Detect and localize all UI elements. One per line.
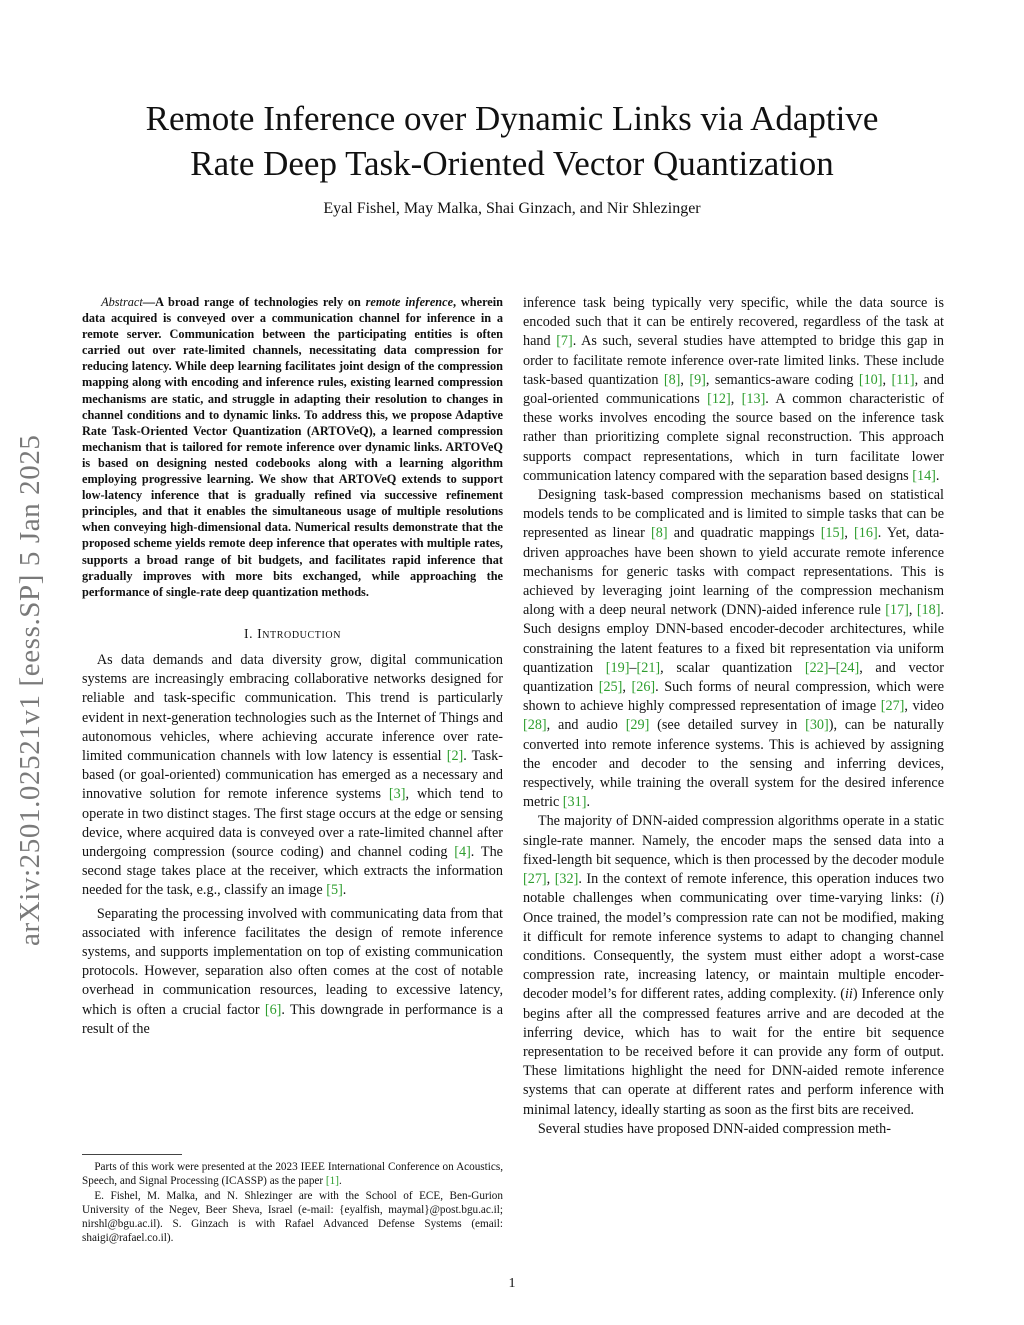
citation-link[interactable]: [6]: [264, 1001, 282, 1018]
citation-link[interactable]: [31]: [562, 794, 587, 811]
citation-link[interactable]: [8]: [651, 525, 668, 542]
citation-link[interactable]: [10]: [858, 371, 883, 388]
citation-link[interactable]: [19]: [605, 659, 630, 676]
citation-link[interactable]: [8]: [663, 371, 681, 388]
citation-link[interactable]: [29]: [625, 717, 650, 734]
body-paragraph: Several studies have proposed DNN-aided compression meth-: [537, 1120, 891, 1137]
footnote-paragraph: Parts of this work were presented at the 2023 IEEE International Conference on Acoustics, Speech, and Signal Processing (ICASSP) as the paper [1].: [82, 1161, 503, 1188]
abstract-emphasis: remote inference: [365, 295, 454, 309]
footnote-affiliations: E. Fishel, M. Malka, and N. Shlezinger are with the School of ECE, Ben-Gurion University of the Negev, Beer Sheva, Israel (e-mail: {eyalfish, maymal}@post.bgu.ac.il; nirshl@bgu.ac.il). S. Ginzach is with Rafael Advanced Defense Systems (email: shaigi@rafael.co.il).: [82, 1189, 503, 1245]
section-heading-introduction: I. Introduction: [243, 625, 342, 641]
abstract: Abstract—A broad range of technologies rely on remote inference, wherein data acquired is conveyed over a communication channel for inference in a remote server. Communication between the participating entities is often carried out over rate-limited channels, necessitating data compression for reducing latency. While deep learning facilitates joint design of the compression mapping along with encoding and inference rules, existing learned compression mechanisms are static, and struggle in adapting their resolution to changes in channel conditions and to dynamic links. To address this, we propose Adaptive Rate Task-Oriented Vector Quantization (ARTOVeQ), a learned compression mechanism that is tailored for remote inference over dynamic links. ARTOVeQ is based on designing nested codebooks along with a learning algorithm employing progressive learning. We show that ARTOVeQ extends to support low-latency inference that is gradually refined via successive refinement principles, and that it enables the simultaneous usage of multiple resolutions when conveying high-dimensional data. Numerical results demonstrate that the proposed scheme yields remote deep inference that operates with multiple rates, supports a broad range of bit budgets, and facilitates rapid inference that gradually improves with more bits exchanged, while approaching the performance of single-rate deep quantization methods.: [82, 295, 504, 599]
citation-link[interactable]: [16]: [854, 525, 878, 542]
citation-link[interactable]: [30]: [805, 717, 829, 734]
title-line-2: Rate Deep Task-Oriented Vector Quantization: [190, 144, 834, 183]
footnote: [82, 1160, 503, 1246]
body-paragraph: The majority of DNN-aided compression algorithms operate in a static single-rate manner. Namely, the encoder maps the sensed data into a fixed-length bit sequence, which is then processed by the decoder module [27], [32]. In the context of remote inference, this operation induces two notable challenges when communicating over time-varying links: (i) Once trained, the model’s compression rate can not be modified, making it difficult for remote inference systems to adapt to changing channel conditions. Consequently, the system must either adopt a worst-case compression rate, increasing latency, or maintain multiple encoder-decoder model’s for different rates, adding complexity. (ii) Inference only begins after all the compressed features arrive and are decoded at the inferring device, which has to wait for the entire bit sequence representation to be received before it can provide any form of output. These limitations highlight the need for DNN-aided remote inference systems that can operate at different rates and perform inference with minimal latency, ideally starting as soon as the first bits are received.: [523, 813, 944, 1118]
citation-link[interactable]: [32]: [554, 871, 579, 888]
citation-link[interactable]: [4]: [454, 844, 471, 861]
citation-link[interactable]: [2]: [446, 748, 464, 764]
citation-link[interactable]: [22]: [804, 659, 829, 676]
citation-link[interactable]: [17]: [885, 602, 909, 619]
author-list: Eyal Fishel, May Malka, Shai Ginzach, and Nir Shlezinger: [323, 200, 701, 217]
body-paragraph: inference task being typically very specific, while the data source is encoded such that it can be entirely recovered, regardless of the task at hand [7]. As such, several studies have attempted to bridge this gap in order to facilitate remote inference over-rate limited links. These include task-based quantization [8], [9], semantics-aware coding [10], [11], and goal-oriented communications [12], [13]. A common characteristic of these works involves encoding the source based on the inference task rather than prioritizing complete signal reconstruction. This approach supports compact representations, which in turn facilitate lower communication latency compared with the separation based designs [14].: [523, 295, 945, 484]
citation-link[interactable]: [12]: [707, 391, 731, 408]
citation-link[interactable]: [5]: [326, 882, 343, 899]
page-number: 1: [508, 1276, 516, 1291]
arxiv-identifier-stamp[interactable]: arXiv:2501.02521v1 [eess.SP] 5 Jan 2025: [14, 434, 46, 946]
citation-link[interactable]: [27]: [523, 871, 547, 888]
citation-link[interactable]: [3]: [388, 786, 406, 803]
citation-link[interactable]: [25]: [598, 679, 623, 696]
title-line-1: Remote Inference over Dynamic Links via Adaptive: [145, 99, 879, 138]
citation-link[interactable]: [14]: [912, 467, 936, 484]
left-column: [82, 294, 503, 1039]
citation-link[interactable]: [13]: [741, 391, 766, 408]
citation-link[interactable]: [28]: [523, 717, 547, 734]
citation-link[interactable]: [27]: [880, 698, 905, 715]
citation-link[interactable]: [9]: [689, 371, 706, 388]
citation-link[interactable]: [7]: [556, 333, 573, 350]
citation-link[interactable]: [21]: [636, 659, 661, 676]
citation-link[interactable]: [18]: [916, 602, 941, 619]
body-paragraph: As data demands and data diversity grow, digital communication systems are increasingly embracing collaborative networks designed for reliable and task-specific communication. This trend is particularly evident in next-generation technologies such as the Internet of Things and autonomous vehicles, where achieving accurate inference over rate-limited communication channels with low latency is essential [2]. Task-based (or goal-oriented) communication has emerged as a necessary and innovative solution for remote inference systems [3], which tend to operate in two distinct stages. The first stage occurs at the edge or sensing device, where acquired data is conveyed over a rate-limited channel after undergoing compression (source coding) and channel coding [4]. The second stage takes place at the receiver, which extracts the information needed for the task, e.g., classify an image [5].: [82, 651, 503, 899]
citation-link[interactable]: [15]: [820, 525, 845, 542]
citation-link[interactable]: [11]: [891, 371, 915, 388]
citation-link[interactable]: [1]: [325, 1175, 339, 1188]
abstract-label: Abstract: [101, 295, 143, 309]
citation-link[interactable]: [26]: [631, 679, 656, 696]
citation-link[interactable]: [24]: [835, 659, 860, 676]
body-paragraph: Separating the processing involved with communicating data from that associated with inference facilitates the design of remote inference systems, and supports implementation on top of existing communication protocols. However, separation also often comes at the cost of notable overhead in communication resources, leading to excessive latency, which is often a crucial factor [6]. This downgrade in performance is a result of the: [82, 905, 503, 1037]
paper-title: [60, 96, 964, 186]
abstract-dash: —: [142, 295, 156, 309]
footnote-divider: [82, 1154, 182, 1155]
right-column: [523, 294, 944, 1139]
body-paragraph: Designing task-based compression mechanisms based on statistical models tends to be complicated and is limited to simple tasks that can be represented as linear [8] and quadratic mappings [15], [16]. Yet, data-driven approaches have been shown to yield accurate remote inference mechanisms for generic tasks with compact representations. This is achieved by leveraging joint learning of the compression mechanism along with a deep neural network (DNN)-aided inference rule [17], [18]. Such designs employ DNN-based encoder-decoder architectures, while constraining the latent features to a fixed bit representation via uniform quantization [19]–[21], scalar quantization [22]–[24], and vector quantization [25], [26]. Such forms of neural compression, which were shown to achieve highly compressed representation of image [27], video [28], and audio [29] (see detailed survey in [30]), can be naturally converted into remote inference systems. This is achieved by assigning the encoder and decoder to the sensing and inferring devices, respectively, while training the overall system for the desired inference metric [31].: [523, 487, 945, 811]
